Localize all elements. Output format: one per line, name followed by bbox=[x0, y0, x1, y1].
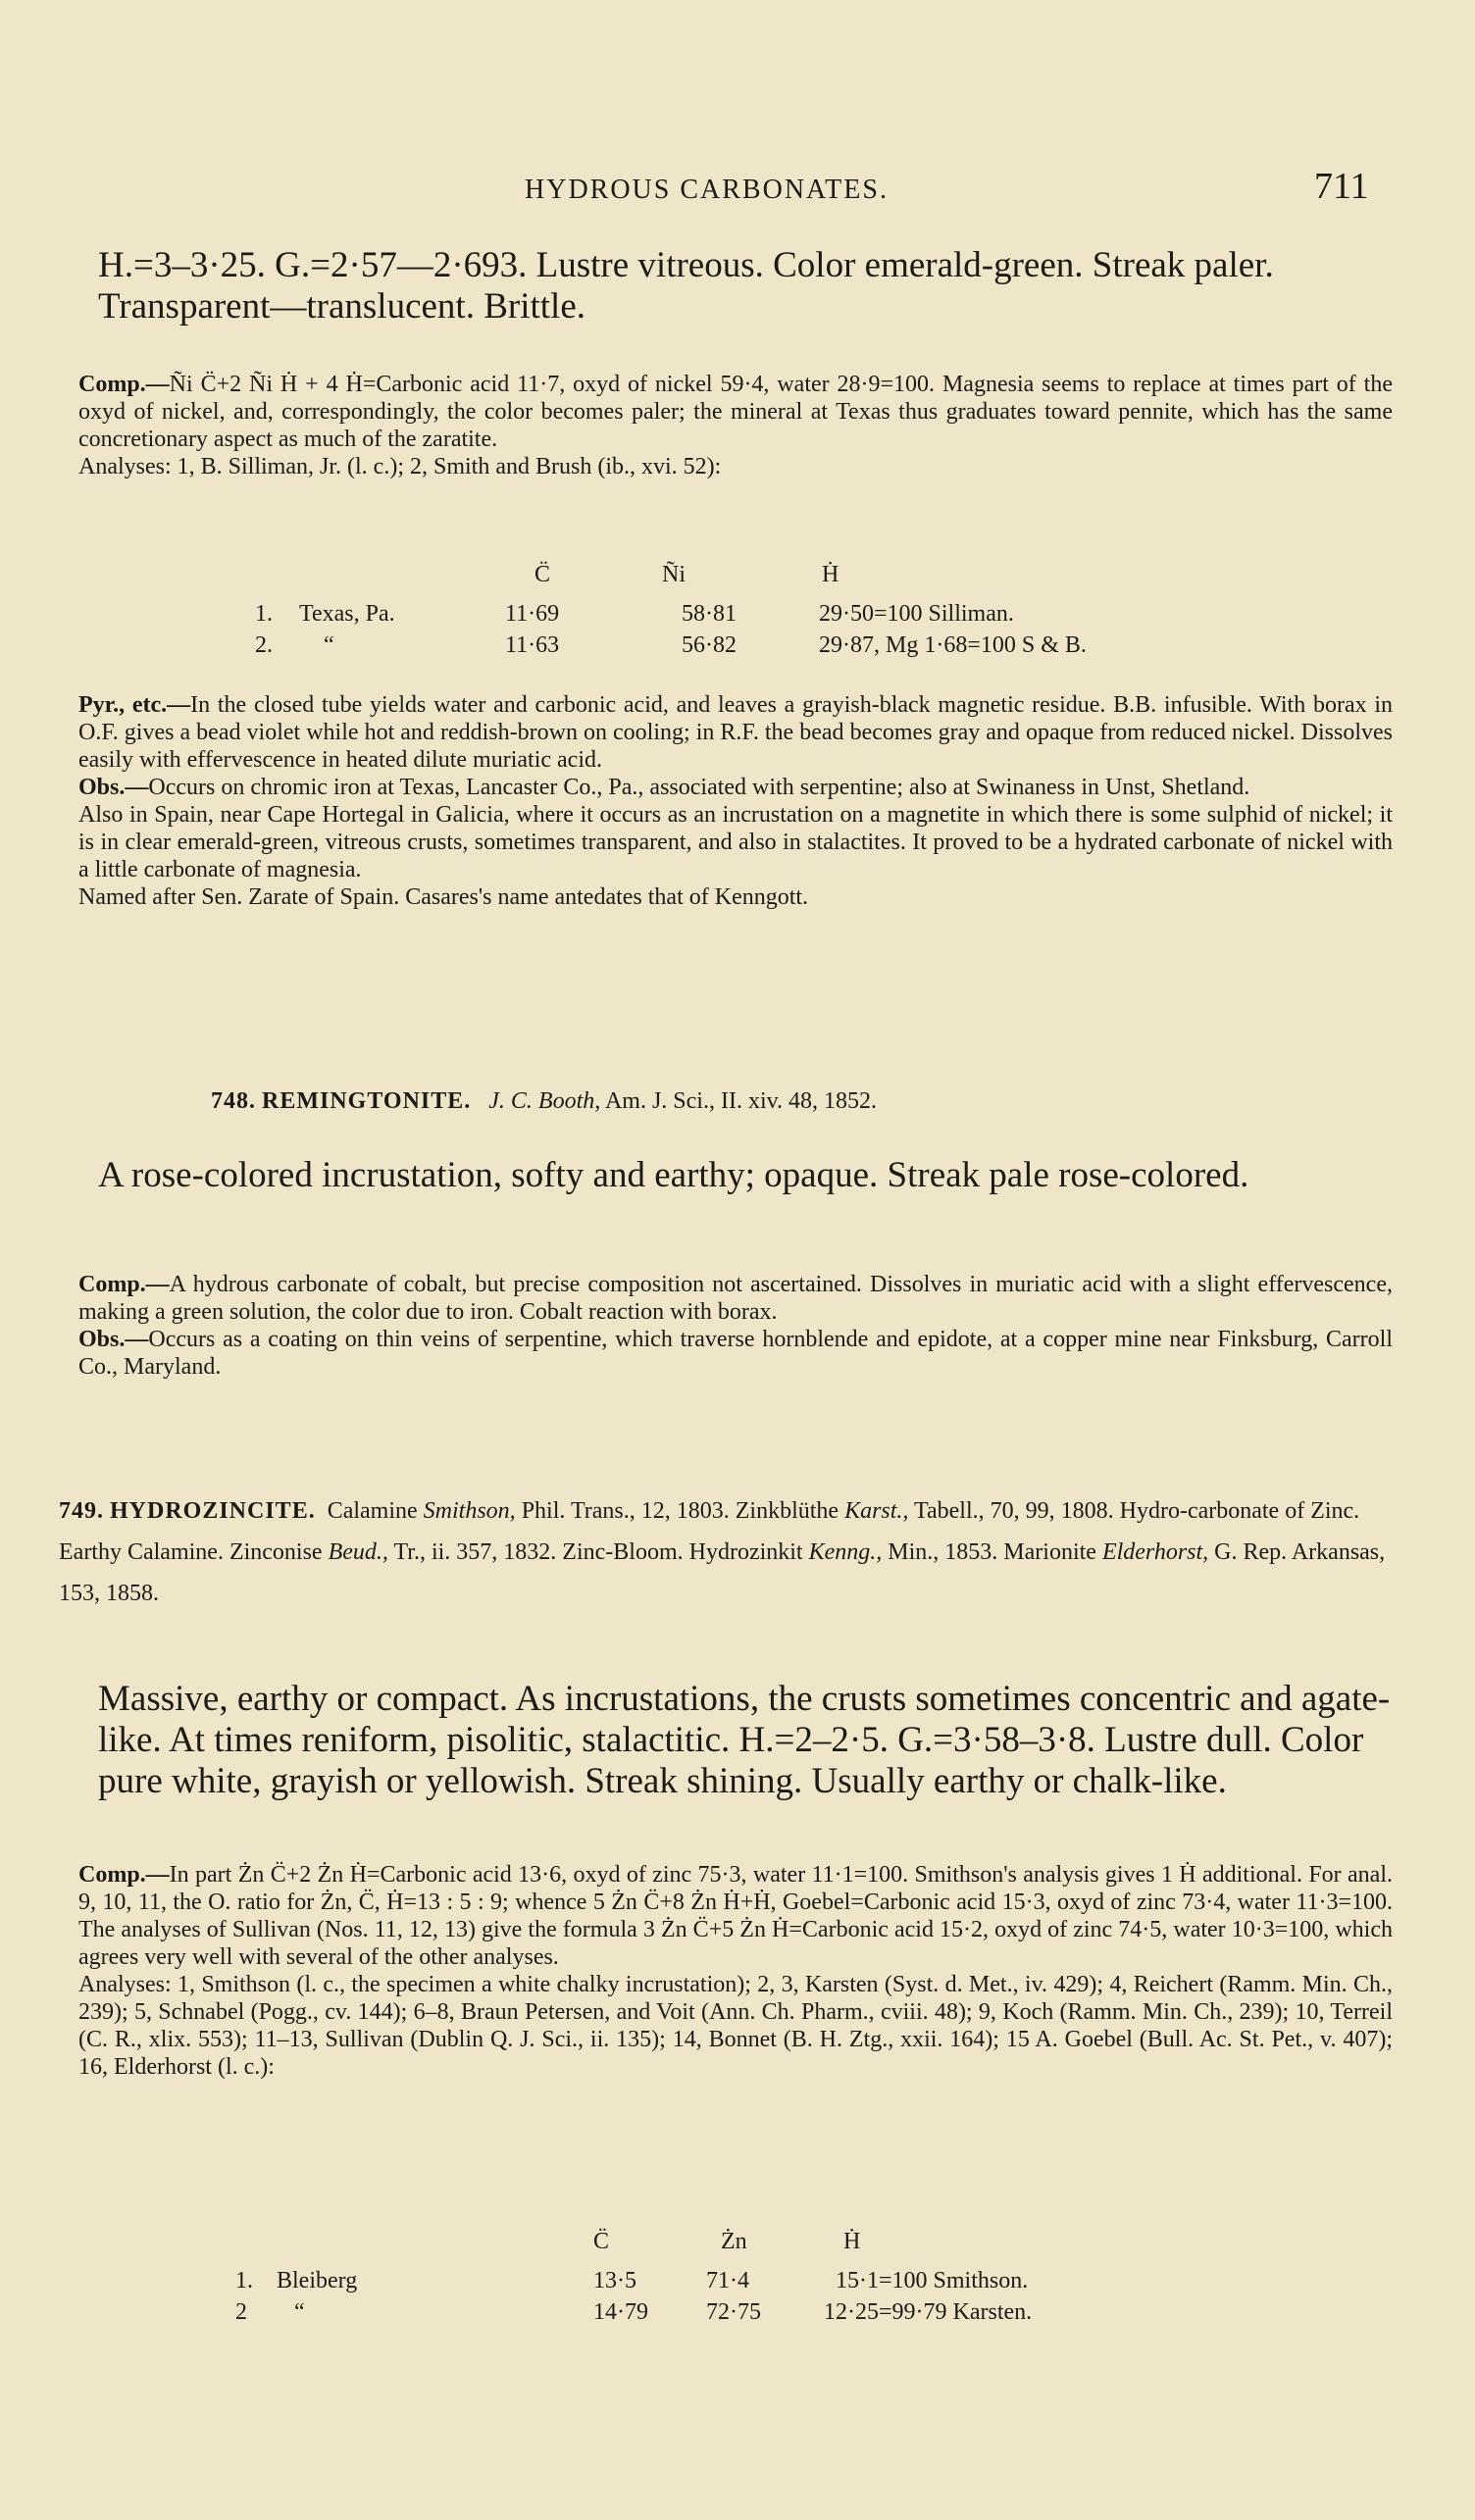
analyses-text: Analyses: 1, Smithson (l. c., the specimen a white chalky incrustation); 2, 3, Karsten (Syst. d. Met., iv. 429); 4, Reichert (Ramm. Min. Ch., 239); 5, Schnabel (Pogg., cv. 144); 6–8, Braun Petersen, and Voit (Ann. Ch. Pharm., cviii. 48); 9, Koch (Ramm. Min. Ch., 239); 10, Terreil (C. R., xlix. 553); 11–13, Sullivan (Dublin Q. J. Sci., ii. 135); 14, Bonnet (B. H. Ztg., xxii. 164); 15 A. Goebel (Bull. Ac. St. Pet., v. 407); 16, Elderhorst (l. c.): bbox=[78, 1972, 1393, 2080]
obs-label: Obs.— bbox=[78, 1327, 149, 1352]
synonym-text: Calamine bbox=[327, 1498, 418, 1524]
remingtonite-heading bbox=[211, 1088, 877, 1115]
row-locality: Texas, Pa. bbox=[299, 601, 395, 627]
table-row bbox=[235, 2296, 1314, 2328]
running-header: HYDROUS CARBONATES. bbox=[525, 175, 889, 205]
comp-label: Comp.— bbox=[78, 1272, 170, 1297]
col-header-carbonic: C̈ bbox=[593, 2229, 610, 2254]
row-c: 11·63 bbox=[505, 632, 560, 658]
col-header-carbonic: C̈ bbox=[534, 562, 551, 587]
table-row bbox=[255, 630, 1334, 661]
row-ni: 56·82 bbox=[682, 632, 737, 658]
row-zn: 72·75 bbox=[706, 2299, 761, 2325]
row-locality: “ bbox=[324, 632, 334, 658]
row-num: 1. bbox=[255, 601, 273, 627]
pyr-text: In the closed tube yields water and carbonic acid, and leaves a grayish-black magnetic residue. B.B. infusible. With borax in O.F. gives a bead violet while hot and reddish-brown on cooling; in R.F. the bead becomes gray and opaque from reduced nickel. Dissolves easily with effervescence in heated dilute muriatic acid. bbox=[78, 692, 1394, 773]
comp-label: Comp.— bbox=[78, 372, 170, 397]
col-header-nickel: Ñi bbox=[662, 562, 686, 587]
row-c: 13·5 bbox=[593, 2268, 636, 2293]
hydrozincite-heading bbox=[59, 1490, 1393, 1614]
species-name: HYDROZINCITE. bbox=[110, 1498, 316, 1524]
analyses-table-1 bbox=[255, 559, 1334, 661]
synonym-author: Kenng., bbox=[808, 1539, 883, 1565]
comp-text: Ñi C̈+2 Ñi Ḣ + 4 Ḣ=Carbonic acid 11·7, oxyd of nickel 59·4, water 28·9=100. Magnesia seems to replace at times part of the oxyd of nickel, and, correspondingly, the color becomes paler; the mineral at Texas thus graduates toward pennite, which has the same concretionary aspect as much of the zaratite. bbox=[78, 372, 1393, 452]
row-zn: 71·4 bbox=[706, 2268, 749, 2293]
comp-text: In part Żn C̈+2 Żn Ḣ=Carbonic acid 13·6, oxyd of zinc 75·3, water 11·1=100. Smithson's analysis gives 1 Ḣ additional. For anal. 9, 10, 11, the O. ratio for Żn, C̈, Ḣ=13 : 5 : 9; whence 5 Żn C̈+8 Żn Ḣ+Ḣ, Goebel=Carbonic acid 15·3, oxyd of zinc 73·4, water 11·3=100. The analyses of Sullivan (Nos. 11, 12, 13) give the formula 3 Żn C̈+5 Żn Ḣ=Carbonic acid 15·2, oxyd of zinc 74·5, water 10·3=100, which agrees very well with several of the other analyses. bbox=[78, 1862, 1393, 1970]
species-author: J. C. Booth, bbox=[488, 1088, 601, 1114]
synonym-author: Elderhorst, bbox=[1101, 1539, 1209, 1565]
row-locality: Bleiberg bbox=[277, 2268, 358, 2293]
row-h: 29·87, Mg 1·68=100 S & B. bbox=[819, 632, 1087, 658]
row-locality: “ bbox=[294, 2299, 305, 2325]
col-header-zinc: Żn bbox=[721, 2229, 747, 2254]
zaratite-pyrognostics bbox=[78, 691, 1393, 911]
synonym-author: Beud., bbox=[328, 1539, 388, 1565]
remingtonite-details bbox=[78, 1271, 1393, 1381]
col-header-water: Ḣ bbox=[822, 562, 839, 587]
comp-label: Comp.— bbox=[78, 1862, 170, 1888]
table-row bbox=[255, 598, 1334, 630]
table-row bbox=[235, 2265, 1314, 2296]
row-ni: 58·81 bbox=[682, 601, 737, 627]
row-num: 1. bbox=[235, 2268, 253, 2293]
analyses-table-2 bbox=[235, 2226, 1314, 2328]
row-num: 2 bbox=[235, 2299, 247, 2325]
synonym-text: Phil. Trans., 12, 1803. Zinkblüthe bbox=[521, 1498, 839, 1524]
row-h: 15·1=100 Smithson. bbox=[836, 2268, 1029, 2293]
synonym-text: Min., 1853. Marionite bbox=[888, 1539, 1096, 1565]
row-h: 12·25=99·79 Karsten. bbox=[824, 2299, 1033, 2325]
synonym-author: Smithson, bbox=[423, 1498, 516, 1524]
table-header-row bbox=[235, 2226, 1314, 2257]
row-c: 14·79 bbox=[593, 2299, 648, 2325]
pyr-label: Pyr., etc.— bbox=[78, 692, 191, 718]
synonym-text: Tr., ii. 357, 1832. Zinc-Bloom. Hydrozinkit bbox=[393, 1539, 803, 1565]
row-c: 11·69 bbox=[505, 601, 560, 627]
zaratite-properties: H.=3–3·25. G.=2·57—2·693. Lustre vitreous. Color emerald-green. Streak paler. Transparent—translucent. Brittle. bbox=[98, 245, 1274, 327]
species-ref: Am. J. Sci., II. xiv. 48, 1852. bbox=[604, 1088, 878, 1114]
hydrozincite-composition bbox=[78, 1861, 1393, 2081]
remingtonite-properties: A rose-colored incrustation, softy and earthy; opaque. Streak pale rose-colored. bbox=[98, 1155, 1249, 1195]
obs-text: Occurs as a coating on thin veins of serpentine, which traverse hornblende and epidote, at a copper mine near Finksburg, Carroll Co., Maryland. bbox=[78, 1327, 1393, 1380]
species-number: 748. bbox=[211, 1088, 256, 1114]
page-number: 711 bbox=[1314, 166, 1369, 207]
comp-text: A hydrous carbonate of cobalt, but precise composition not ascertained. Dissolves in muriatic acid with a slight effervescence, making a green solution, the color due to iron. Cobalt reaction with borax. bbox=[78, 1272, 1393, 1325]
table-header-row bbox=[255, 559, 1334, 590]
synonym-author: Karst., bbox=[844, 1498, 909, 1524]
synonym-text: G. Rep. Arkansas, 153, 1858. bbox=[59, 1539, 1386, 1606]
synonym-text: Tabell., 70, 99, 1808. Hydro-carbonate of Zinc. Earthy Calamine. Zinconise bbox=[59, 1498, 1360, 1565]
spain-text: Also in Spain, near Cape Hortegal in Galicia, where it occurs as an incrustation on a magnetite in which there is some sulphid of nickel; it is in clear emerald-green, vitreous crusts, sometimes transparent, and also in stalactites. It proved to be a hydrated carbonate of nickel with a little carbonate of magnesia. bbox=[78, 802, 1393, 882]
species-number: 749. bbox=[59, 1498, 104, 1524]
named-text: Named after Sen. Zarate of Spain. Casares's name antedates that of Kenngott. bbox=[78, 884, 809, 910]
zaratite-composition bbox=[78, 371, 1393, 480]
row-h: 29·50=100 Silliman. bbox=[819, 601, 1014, 627]
row-num: 2. bbox=[255, 632, 273, 658]
species-name: REMINGTONITE. bbox=[262, 1088, 472, 1114]
obs-text: Occurs on chromic iron at Texas, Lancaster Co., Pa., associated with serpentine; also at Swinaness in Unst, Shetland. bbox=[148, 775, 1250, 800]
col-header-water: Ḣ bbox=[843, 2229, 861, 2254]
obs-label: Obs.— bbox=[78, 775, 149, 800]
hydrozincite-properties: Massive, earthy or compact. As incrustations, the crusts sometimes concentric and agate-like. At times reniform, pisolitic, stalactitic. H.=2–2·5. G.=3·58–3·8. Lustre dull. Color pure white, grayish or yellowish. Streak shining. Usually earthy or chalk-like. bbox=[98, 1679, 1391, 1801]
analyses-text: Analyses: 1, B. Silliman, Jr. (l. c.); 2, Smith and Brush (ib., xvi. 52): bbox=[78, 454, 722, 479]
